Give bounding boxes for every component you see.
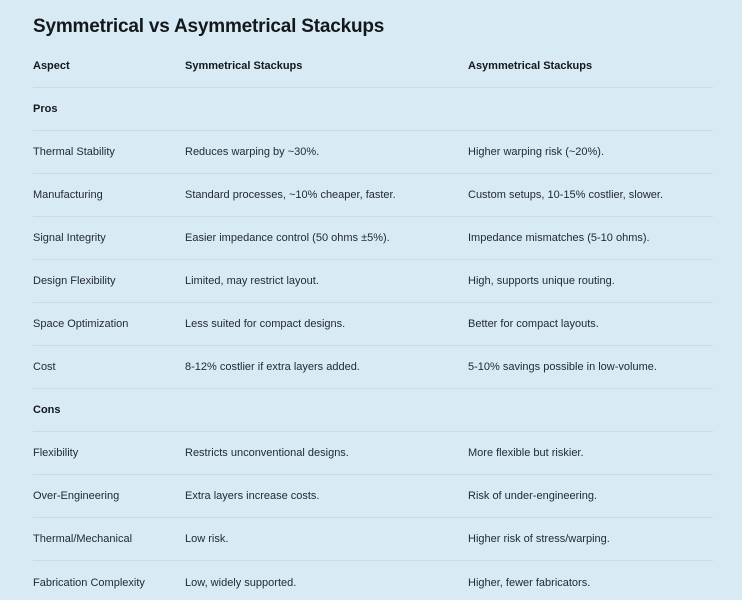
table-header-row [33, 39, 713, 88]
section-header-pros [33, 88, 713, 131]
row-aspect: Thermal Stability [33, 146, 115, 158]
table-row [33, 432, 713, 475]
row-symmetrical-value: 8-12% costlier if extra layers added. [185, 361, 360, 373]
row-symmetrical-value: Limited, may restrict layout. [185, 275, 319, 287]
table-body [33, 88, 713, 600]
row-symmetrical-value: Less suited for compact designs. [185, 318, 346, 330]
row-asymmetrical-value: Impedance mismatches (5-10 ohms). [468, 232, 650, 244]
table-row [33, 131, 713, 174]
row-asymmetrical-value: Higher, fewer fabricators. [468, 576, 591, 589]
row-symmetrical-value: Extra layers increase costs. [185, 490, 320, 502]
row-symmetrical-value: Low, widely supported. [185, 576, 297, 589]
comparison-table [33, 39, 713, 600]
table-row [33, 346, 713, 389]
row-asymmetrical-value: More flexible but riskier. [468, 447, 584, 459]
row-asymmetrical-value: High, supports unique routing. [468, 275, 615, 287]
page-title: Symmetrical vs Asymmetrical Stackups [33, 16, 385, 37]
table-row [33, 260, 713, 303]
row-symmetrical-value: Reduces warping by ~30%. [185, 146, 320, 158]
table-row [33, 174, 713, 217]
row-aspect: Flexibility [33, 447, 79, 459]
row-aspect: Design Flexibility [33, 275, 116, 287]
row-aspect: Manufacturing [33, 189, 103, 201]
column-header-aspect: Aspect [33, 60, 70, 72]
row-aspect: Over-Engineering [33, 490, 120, 502]
table-row [33, 217, 713, 260]
table-row [33, 518, 713, 561]
row-symmetrical-value: Restricts unconventional designs. [185, 447, 349, 459]
row-asymmetrical-value: Higher risk of stress/warping. [468, 533, 610, 545]
table-row [33, 561, 713, 600]
column-header-symmetrical: Symmetrical Stackups [185, 60, 303, 72]
table-row [33, 303, 713, 346]
row-asymmetrical-value: Risk of under-engineering. [468, 490, 598, 502]
row-aspect: Cost [33, 361, 56, 373]
section-label: Cons [33, 404, 61, 416]
section-label: Pros [33, 103, 58, 115]
row-aspect: Space Optimization [33, 318, 129, 330]
row-aspect: Thermal/Mechanical [33, 533, 133, 545]
row-asymmetrical-value: Better for compact layouts. [468, 318, 599, 330]
row-asymmetrical-value: Higher warping risk (~20%). [468, 146, 605, 158]
row-asymmetrical-value: Custom setups, 10-15% costlier, slower. [468, 189, 664, 201]
row-aspect: Fabrication Complexity [33, 576, 145, 589]
table-row [33, 475, 713, 518]
row-symmetrical-value: Easier impedance control (50 ohms ±5%). [185, 232, 390, 244]
row-symmetrical-value: Low risk. [185, 533, 229, 545]
column-header-asymmetrical: Asymmetrical Stackups [468, 60, 593, 72]
row-symmetrical-value: Standard processes, ~10% cheaper, faster. [185, 189, 396, 201]
section-header-cons [33, 389, 713, 432]
row-aspect: Signal Integrity [33, 232, 106, 244]
row-asymmetrical-value: 5-10% savings possible in low-volume. [468, 361, 657, 373]
